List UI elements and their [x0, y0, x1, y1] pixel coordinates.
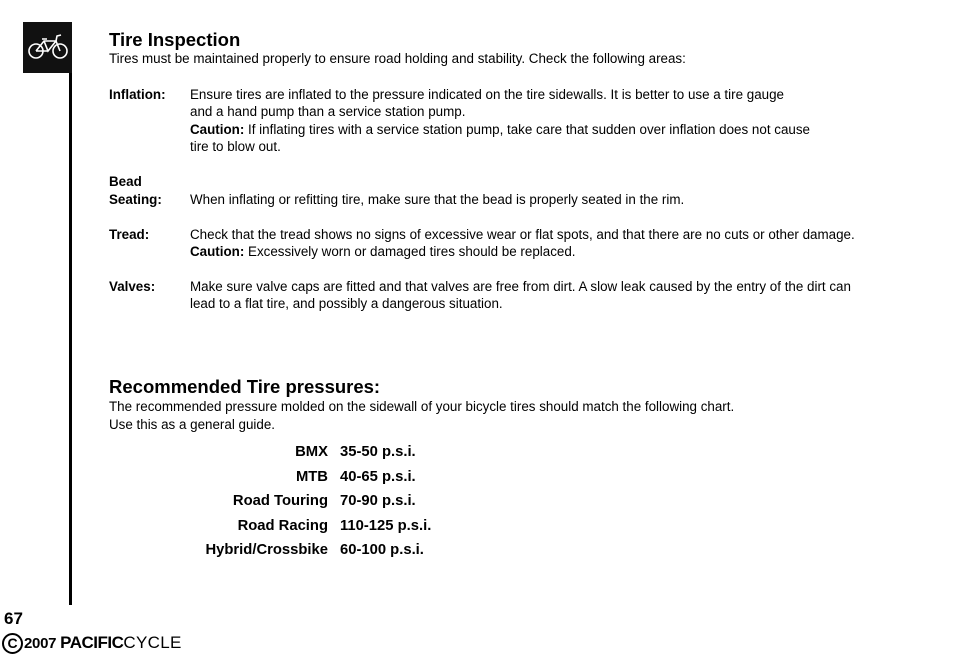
definition-line: and a hand pump than a service station pump.	[190, 104, 466, 119]
intro-text: Tires must be maintained properly to ensure road holding and stability. Check the following areas:	[109, 51, 686, 66]
pressure-category: Hybrid/Crossbike	[205, 542, 328, 558]
pressure-value: 60-100 p.s.i.	[340, 542, 424, 558]
term-inflation: Inflation:	[109, 87, 166, 102]
margin-rule	[69, 73, 72, 605]
pressure-value: 70-90 p.s.i.	[340, 493, 416, 509]
caution-label: Caution:	[190, 121, 245, 137]
pressure-value: 35-50 p.s.i.	[340, 444, 416, 460]
bicycle-icon	[27, 32, 69, 62]
definition-line: lead to a flat tire, and possibly a dangerous situation.	[190, 296, 503, 311]
page-number: 67	[4, 609, 23, 628]
pressures-intro	[109, 398, 734, 433]
term-valves: Valves:	[109, 279, 156, 294]
caution-text: If inflating tires with a service station pump, take care that sudden over inflation does not cause	[244, 121, 810, 137]
pressure-value: 110-125 p.s.i.	[340, 517, 432, 534]
definition-valves	[190, 278, 910, 313]
copyright-year: 2007	[24, 634, 57, 652]
definition-line: When inflating or refitting tire, make sure that the bead is properly seated in the rim.	[190, 191, 685, 207]
table-row	[109, 518, 509, 543]
pressure-category: BMX	[295, 444, 328, 460]
table-row	[109, 444, 509, 469]
page-title: Tire Inspection	[109, 29, 241, 50]
caution-line: tire to blow out.	[190, 139, 281, 154]
pressures-heading: Recommended Tire pressures:	[109, 376, 381, 397]
caution-text: Excessively worn or damaged tires should be replaced.	[244, 244, 576, 259]
term-seating: Seating:	[109, 192, 162, 207]
caution-line	[190, 243, 910, 261]
pressure-category: Road Racing	[237, 517, 328, 534]
copyright-icon: C	[2, 633, 23, 654]
term-tread: Tread:	[109, 227, 150, 242]
pressure-value: 40-65 p.s.i.	[340, 468, 416, 485]
pressures-intro-line: Use this as a general guide.	[109, 416, 275, 432]
table-row	[109, 542, 509, 567]
definition-line: Make sure valve caps are fitted and that valves are free from dirt. A slow leak caused by the entry of the dirt can	[190, 278, 851, 294]
definition-inflation	[190, 86, 910, 156]
bicycle-logo-box	[23, 22, 72, 73]
pressures-intro-line: The recommended pressure molded on the sidewall of your bicycle tires should match the following chart.	[109, 399, 735, 414]
definition-bead-seating	[190, 191, 910, 209]
pressure-table	[109, 444, 509, 567]
definition-line: Ensure tires are inflated to the pressure indicated on the tire sidewalls. It is better to use a tire gauge	[190, 86, 784, 102]
definition-line: Check that the tread shows no signs of excessive wear or flat spots, and that there are no cuts or other damage.	[190, 226, 855, 242]
pressure-category: MTB	[295, 468, 328, 485]
brand-name-bold: PACIFIC	[60, 633, 124, 652]
definition-tread	[190, 226, 910, 261]
brand-name-light: CYCLE	[123, 633, 182, 652]
caution-label: Caution:	[190, 244, 245, 259]
table-row	[109, 469, 509, 494]
term-bead: Bead	[109, 174, 142, 189]
caution-line	[190, 121, 910, 139]
table-row	[109, 493, 509, 518]
pressure-category: Road Touring	[232, 493, 328, 509]
footer-copyright	[2, 631, 182, 655]
